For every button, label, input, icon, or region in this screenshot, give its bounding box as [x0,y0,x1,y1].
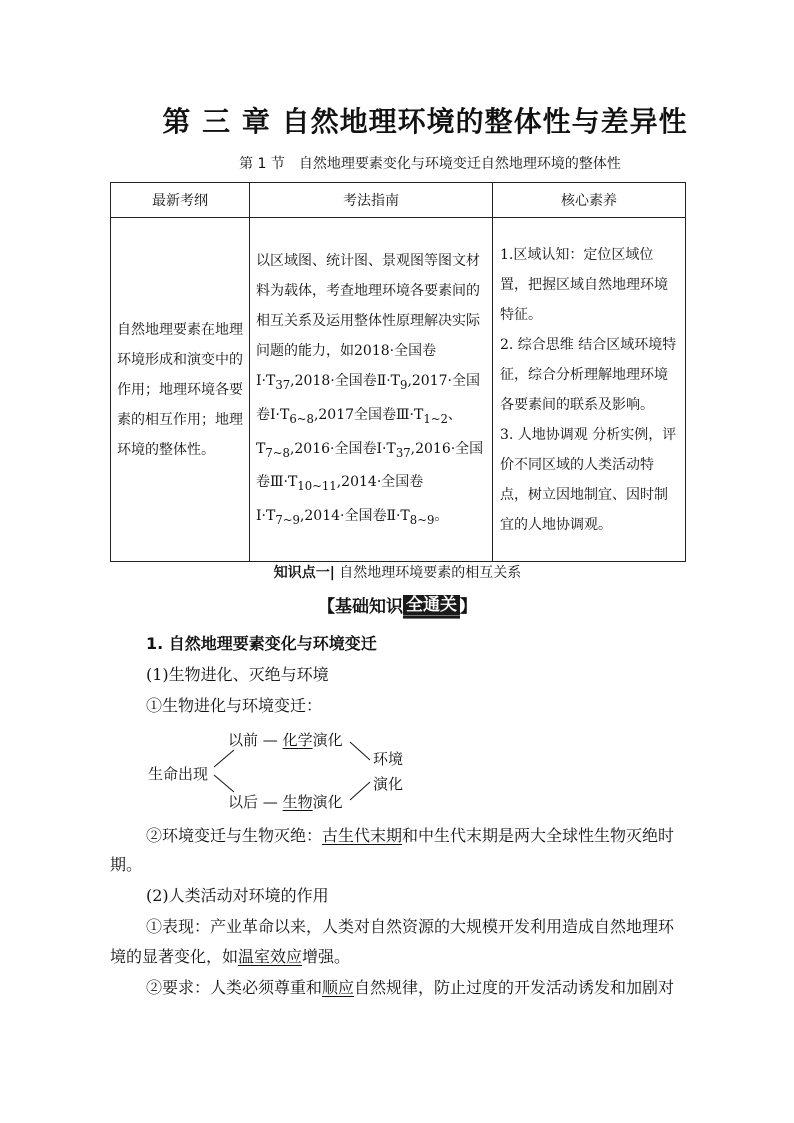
diagram-after: 以后 — [228,793,278,811]
guide-text: 以区域图、统计图、景观图等图文材料为载体，考查地理环境各要素间的相互关系及运用整体性原理解决实际问题的能力，如2018·全国卷Ⅰ·T [256,253,480,389]
paragraph-extinction-cont: 期。 [110,855,143,874]
guide-text: ,2014·全国卷Ⅰ·T [256,474,424,525]
heading-1: 1. 自然地理要素变化与环境变迁 [146,634,377,653]
subheading-1: (1)生物进化、灭绝与环境 [146,665,329,684]
guide-text: ,2016·全国卷Ⅰ·T [289,440,396,457]
section-title: 第 1 节 自然地理要素变化与环境变迁自然地理环境的整体性 [239,156,621,172]
guide-sub: 9 [400,377,408,392]
greenhouse-effect: 温室效应 [238,947,303,966]
guide-text: 。 [434,508,449,525]
diagram-environment: 环境 [373,750,404,768]
literacy-item-1: 1.区域认知：定位区域位置，把握区域自然地理环境特征。 [500,246,668,323]
guide-text: ,2017·全国卷Ⅰ·T [256,373,480,423]
subheading-2: (2)人类活动对环境的作用 [146,886,329,905]
banner-text: 基础知识 [335,597,403,617]
banner-badge: 全通关 [403,595,460,619]
guide-text: ,2016·全国卷Ⅲ·T [256,440,484,491]
banner-left-bracket: 【 [318,597,335,617]
manifestation-end: 增强。 [302,947,351,966]
paragraph-evolution: ①生物进化与环境变迁： [146,696,323,715]
guide-sub: 10~11 [297,479,337,494]
diagram-life-origin: 生命出现 [148,765,209,783]
diagram-after-row [228,791,343,812]
guide-sub: 7~9 [275,512,300,527]
requirement-rest: 自然规律，防止过度的开发活动诱发和加剧对 [354,978,675,997]
literacy-item-3: 3. 人地协调观 分析实例，评价不同区域的人类活动特点，树立因地制宜、因时制宜的人地协调观。 [500,426,677,533]
table-header-literacy: 核心素养 [493,183,686,218]
diagram-before: 以前 — [228,731,278,749]
banner-right-bracket: 】 [460,597,477,617]
table-header-outline: 最新考纲 [111,183,250,218]
paragraph-manifestation: ①表现：产业革命以来，人类对自然资源的大规模开发利用造成自然地理环 [146,917,675,936]
diagram-before-row [228,729,343,750]
guide-sub: 6~8 [289,411,314,426]
diagram-evolution-2: 演化 [312,793,343,811]
literacy-item-2: 2. 综合思维 结合区域环境特征，综合分析理解地理环境各要素间的联系及影响。 [500,336,677,413]
requirement-intro: ②要求：人类必须尊重和 [146,978,323,997]
knowledge-point-label: 知识点一| [273,565,335,581]
guide-sub: 37 [275,377,291,392]
paragraph-requirement [146,977,726,999]
diagram-evolution-1: 演化 [312,731,343,749]
guide-sub: 1~2 [423,411,448,426]
diagram-biological: 生物 [282,793,313,811]
table-header-guide: 考法指南 [250,183,493,218]
diagram-env-evolution: 演化 [373,775,404,793]
extinction-rest: 和中生代末期是两大全球性生物灭绝时 [402,826,675,845]
guide-text: ,2017全国卷Ⅲ·T [313,406,424,423]
extinction-paleozoic: 古生代末期 [322,826,403,845]
knowledge-point-text: 自然地理环境要素的相互关系 [339,565,522,581]
outline-cell: 自然地理要素在地理环境形成和演变中的作用；地理环境各要素的相互作用；地理环境的整体性。 [111,218,250,562]
diagram-chemical: 化学 [282,731,313,749]
manifestation-cont: 境的显著变化，如 [110,947,239,966]
paragraph-extinction [146,825,726,847]
guide-text: 、T [256,406,462,457]
guide-sub: 7~8 [265,445,290,460]
chapter-title: 第 三 章 自然地理环境的整体性与差异性 [162,105,688,138]
extinction-intro: ②环境变迁与生物灭绝： [146,826,323,845]
requirement-follow: 顺应 [322,978,355,997]
guide-text: ,2014·全国卷Ⅱ·T [299,508,410,525]
paragraph-manifestation-cont [110,946,690,968]
guide-sub: 37 [395,445,411,460]
guide-text: ,2018·全国卷Ⅱ·T [290,373,401,389]
guide-sub: 8~9 [409,512,435,527]
